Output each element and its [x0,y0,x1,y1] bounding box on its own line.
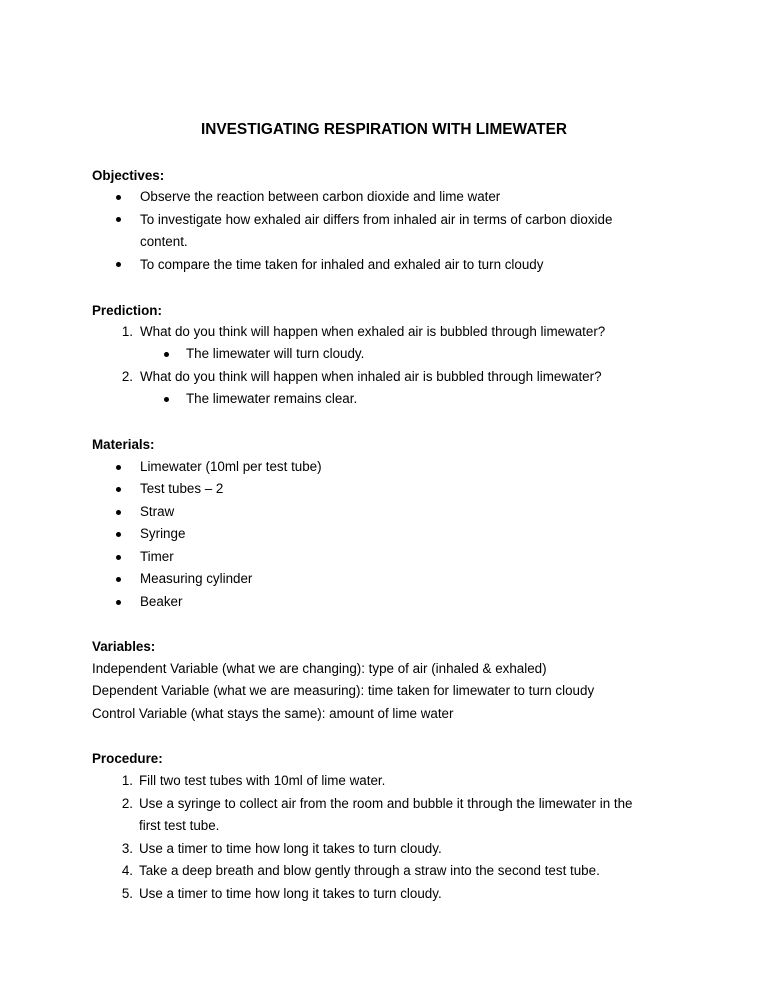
bullet-icon [116,555,121,560]
material-item: Measuring cylinder [140,571,253,586]
list-number: 2. [121,369,133,384]
material-item: Syringe [140,526,186,541]
list-number: 1. [121,773,133,788]
bullet-icon [164,397,169,402]
variables-heading: Variables: [92,639,156,654]
independent-variable: Independent Variable (what we are changing): type of air (inhaled & exhaled) [92,661,547,676]
material-item: Timer [140,549,174,564]
material-item: Limewater (10ml per test tube) [140,459,322,474]
procedure-step: Use a timer to time how long it takes to turn cloudy. [139,841,442,856]
objective-item: To investigate how exhaled air differs from inhaled air in terms of carbon dioxide [140,212,613,227]
bullet-icon [164,352,169,357]
bullet-icon [116,532,121,537]
bullet-icon [116,577,121,582]
material-item: Straw [140,504,175,519]
dependent-variable: Dependent Variable (what we are measuring): time taken for limewater to turn cloudy [92,683,595,698]
prediction-question: What do you think will happen when inhaled air is bubbled through limewater? [140,369,602,384]
prediction-answer: The limewater remains clear. [186,391,358,406]
bullet-icon [116,600,121,605]
procedure-step: Fill two test tubes with 10ml of lime water. [139,773,386,788]
list-number: 4. [121,863,133,878]
objective-item: To compare the time taken for inhaled and exhaled air to turn cloudy [140,257,544,272]
prediction-question: What do you think will happen when exhaled air is bubbled through limewater? [140,324,606,339]
bullet-icon [116,510,121,515]
procedure-step-continued: first test tube. [139,818,220,833]
list-number: 5. [121,886,133,901]
document-title: INVESTIGATING RESPIRATION WITH LIMEWATER [201,121,567,138]
objective-item: Observe the reaction between carbon dioxide and lime water [140,189,501,204]
control-variable: Control Variable (what stays the same): amount of lime water [92,706,454,721]
material-item: Test tubes – 2 [140,481,224,496]
material-item: Beaker [140,594,183,609]
prediction-heading: Prediction: [92,303,162,318]
procedure-step: Use a timer to time how long it takes to turn cloudy. [139,886,442,901]
bullet-icon [116,262,121,267]
list-number: 1. [121,324,133,339]
bullet-icon [116,217,121,222]
procedure-heading: Procedure: [92,751,163,766]
prediction-answer: The limewater will turn cloudy. [186,346,365,361]
procedure-step: Take a deep breath and blow gently through a straw into the second test tube. [139,863,600,878]
bullet-icon [116,465,121,470]
list-number: 3. [121,841,133,856]
objective-item-continued: content. [140,234,188,249]
materials-heading: Materials: [92,437,155,452]
bullet-icon [116,195,121,200]
procedure-step: Use a syringe to collect air from the room and bubble it through the limewater in the [139,796,633,811]
bullet-icon [116,487,121,492]
list-number: 2. [121,796,133,811]
objectives-heading: Objectives: [92,168,165,183]
